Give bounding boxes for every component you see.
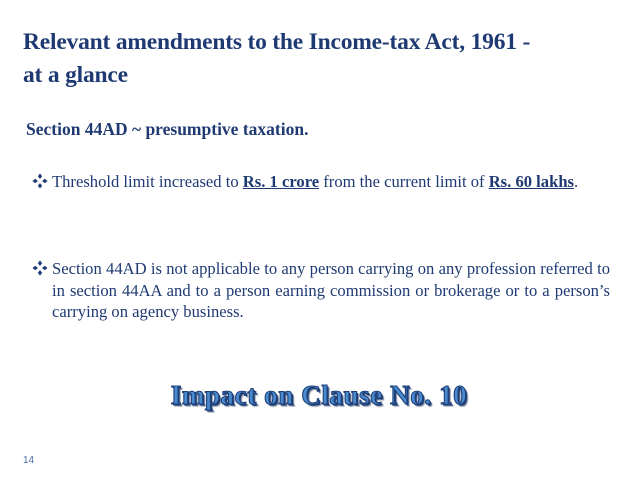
section-heading: Section 44AD ~ presumptive taxation. <box>26 119 309 139</box>
slide-title <box>23 26 623 92</box>
page-number: 14 <box>23 455 35 466</box>
bullet-applicability <box>32 258 610 323</box>
threshold-old-limit: Rs. 60 lakhs <box>488 172 575 191</box>
slide-title-line-2: at a glance <box>23 62 128 88</box>
diamond-bullet-icon <box>32 173 48 189</box>
bullet-text-part: Threshold limit increased to <box>52 172 243 191</box>
threshold-new-limit: Rs. 1 crore <box>242 172 320 191</box>
impact-heading: Impact on Clause No. 10 <box>170 380 468 410</box>
bullet-text-part: from the current limit of <box>319 172 489 191</box>
bullet-text-part: . <box>574 172 579 191</box>
impact-banner <box>0 380 638 411</box>
bullet-text: Section 44AD is not applicable to any person carrying on any profession referred to in section 44AA and to a person earning commission or brokerage or to a person’s carrying on agency business. <box>52 259 610 321</box>
bullet-text <box>52 171 610 193</box>
bullet-threshold-limit <box>32 171 610 193</box>
slide-title-line-1: Relevant amendments to the Income-tax Act, 1961 - <box>23 29 531 55</box>
diamond-bullet-icon <box>32 260 48 276</box>
